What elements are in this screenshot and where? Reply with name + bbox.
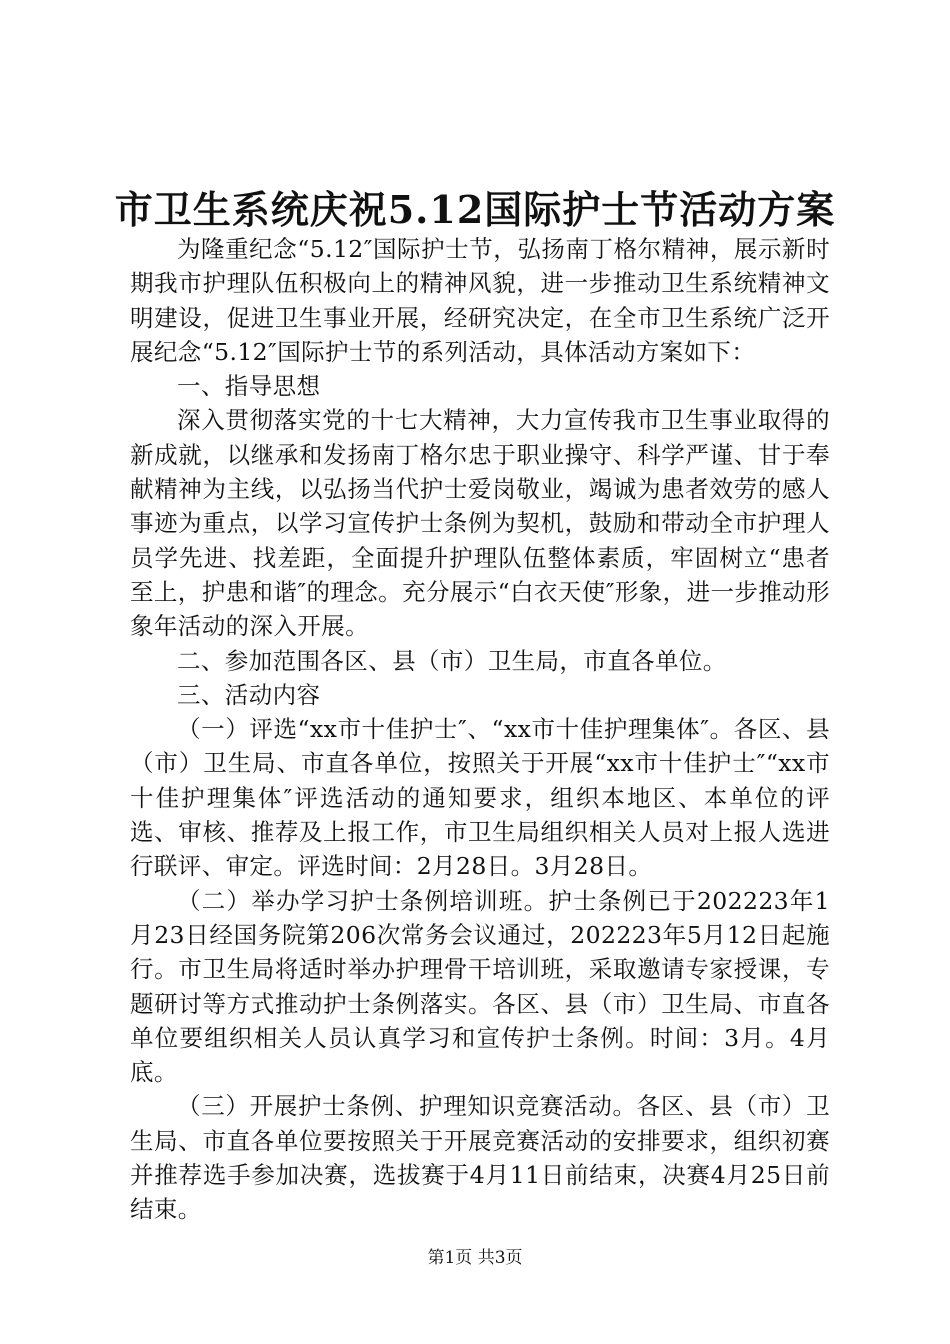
participation-scope-paragraph: 二、参加范围各区、县（市）卫生局，市直各单位。 <box>177 646 727 675</box>
intro-paragraph: 为隆重纪念“5.12″国际护士节，弘扬南丁格尔精神，展示新时期我市护理队伍积极向上的精神风貌，进一步推动卫生系统精神文明建设，促进卫生事业开展，经研究决定，在全市卫生系统广泛开展纪念“5.12″国际护士节的系列活动，具体活动方案如下： <box>130 235 830 366</box>
activity-item-2-paragraph: （二）举办学习护士条例培训班。护士条例已于202223年1月23日经国务院第206次常务会议通过，202223年5月12日起施行。市卫生局将适时举办护理骨干培训班，采取邀请专家授课，专题研讨等方式推动护士条例落实。各区、县（市）卫生局、市直各单位要组织相关人员认真学习和宣传护士条例。时间：3月。4月底。 <box>130 886 830 1087</box>
document-title: 市卫生系统庆祝5.12国际护士节活动方案 <box>114 187 836 232</box>
document-body <box>130 232 830 1227</box>
page-number-footer: 第1页 共3页 <box>427 1248 523 1268</box>
section-heading-guiding-ideology: 一、指导思想 <box>177 372 321 401</box>
section-heading-activity-content: 三、活动内容 <box>177 680 321 709</box>
guiding-ideology-paragraph: 深入贯彻落实党的十七大精神，大力宣传我市卫生事业取得的新成就，以继承和发扬南丁格尔忠于职业操守、科学严谨、甘于奉献精神为主线，以弘扬当代护士爱岗敬业，竭诚为患者效劳的感人事迹为重点，以学习宣传护士条例为契机，鼓励和带动全市护理人员学先进、找差距，全面提升护理队伍整体素质，牢固树立“患者至上，护患和谐″的理念。充分展示“白衣天使″形象，进一步推动形象年活动的深入开展。 <box>130 406 830 641</box>
activity-item-3-paragraph: （三）开展护士条例、护理知识竞赛活动。各区、县（市）卫生局、市直各单位要按照关于开展竞赛活动的安排要求，组织初赛并推荐选手参加决赛，选拔赛于4月11日前结束，决赛4月25日前结束。 <box>130 1092 830 1224</box>
activity-item-1-paragraph: （一）评选“xx市十佳护士″、“xx市十佳护理集体″。各区、县（市）卫生局、市直各单位，按照关于开展“xx市十佳护士″“xx市十佳护理集体″评选活动的通知要求，组织本地区、本单位的评选、审核、推荐及上报工作，市卫生局组织相关人员对上报人选进行联评、审定。评选时间：2月28日。3月28日。 <box>130 715 830 881</box>
